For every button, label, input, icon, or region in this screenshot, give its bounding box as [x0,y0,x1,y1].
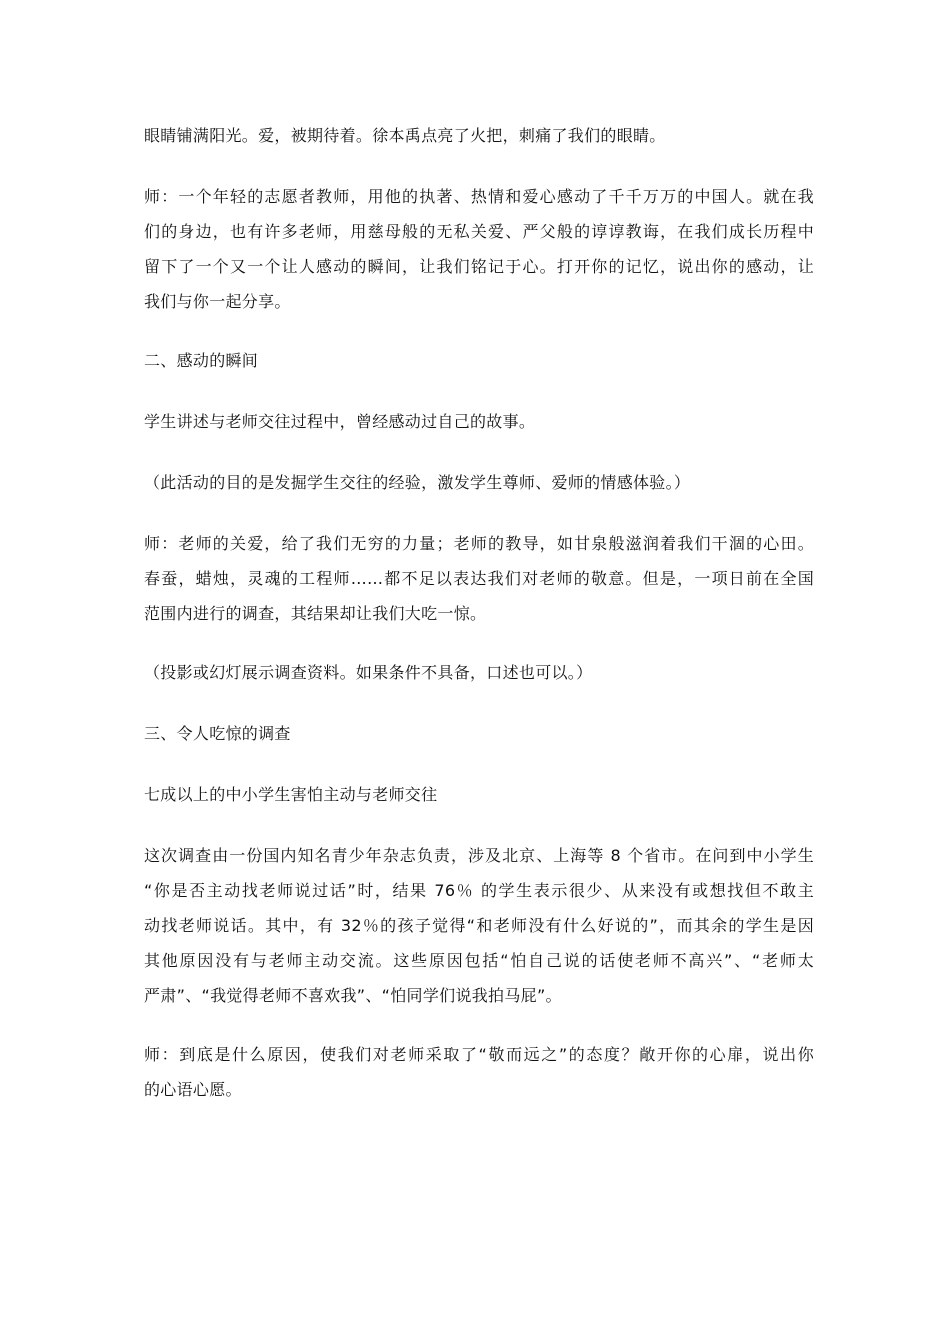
section-heading-surprising-survey [144,716,814,751]
text-line: 的心语心愿。 [144,1080,242,1099]
text-line: 春蚕，蜡烛，灵魂的工程师……都不足以表达我们对老师的敬意。但是，一项日前在全国 [144,569,814,588]
paragraph-teacher-volunteer [144,179,814,319]
text-line: （投影或幻灯展示调查资料。如果条件不具备，口述也可以。） [144,663,593,682]
text-line: 这次调查由一份国内知名青少年杂志负责，涉及北京、上海等 8 个省市。在问到中小学生 [144,846,814,865]
section-heading-touching-moments [144,343,814,378]
text-line: 范围内进行的调查，其结果却让我们大吃一惊。 [144,604,487,623]
paragraph-teacher-care [144,526,814,631]
paragraph-teacher-question [144,1037,814,1107]
paragraph-intro [144,118,814,153]
text-line: 我们与你一起分享。 [144,292,291,311]
paragraph-student-stories [144,404,814,439]
text-line: （此活动的目的是发掘学生交往的经验，激发学生尊师、爱师的情感体验。） [144,473,691,492]
text-line: 们的身边，也有许多老师，用慈母般的无私关爱、严父般的谆谆教诲，在我们成长历程中 [144,222,814,241]
heading-text: 三、令人吃惊的调查 [144,724,291,743]
text-line: 严肃”、“我觉得老师不喜欢我”、“怕同学们说我拍马屁”。 [144,986,562,1005]
text-line: 留下了一个又一个让人感动的瞬间，让我们铭记于心。打开你的记忆，说出你的感动，让 [144,257,814,276]
paragraph-survey-details [144,838,814,1013]
heading-text: 二、感动的瞬间 [144,351,259,370]
text-line: 七成以上的中小学生害怕主动与老师交往 [144,785,438,804]
paragraph-projection-note [144,655,814,690]
text-line: 师：一个年轻的志愿者教师，用他的执著、热情和爱心感动了千千万万的中国人。就在我 [144,187,814,206]
text-line: “你是否主动找老师说过话”时，结果 76％ 的学生表示很少、从来没有或想找但不敢主 [144,881,814,900]
paragraph-activity-note [144,465,814,500]
document-body [144,118,814,1131]
text-line: 动找老师说话。其中，有 32％的孩子觉得“和老师没有什么好说的”，而其余的学生是因 [144,916,814,935]
text-line: 其他原因没有与老师主动交流。这些原因包括“怕自己说的话使老师不高兴”、“老师太 [144,951,814,970]
text-line: 学生讲述与老师交往过程中，曾经感动过自己的故事。 [144,412,536,431]
text-line: 师：老师的关爱，给了我们无穷的力量；老师的教导，如甘泉般滋润着我们干涸的心田。 [144,534,814,553]
paragraph-survey-headline [144,777,814,812]
text-line: 师：到底是什么原因，使我们对老师采取了“敬而远之”的态度？敞开你的心扉，说出你 [144,1045,814,1064]
text-line: 眼睛铺满阳光。爱，被期待着。徐本禹点亮了火把，刺痛了我们的眼睛。 [144,126,666,145]
